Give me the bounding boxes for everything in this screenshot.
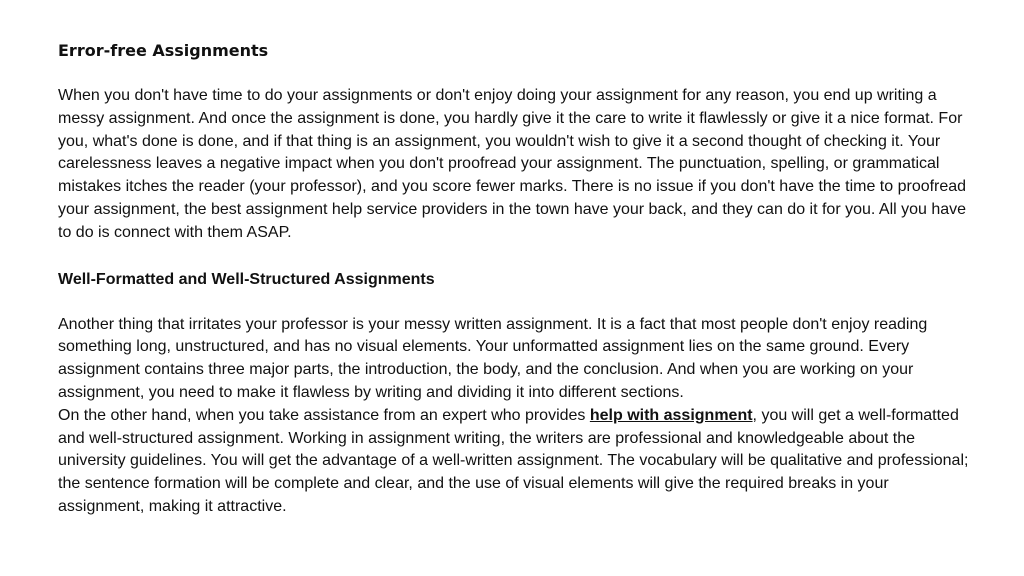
section-heading-error-free: Error-free Assignments [58, 41, 269, 60]
paragraph-text-after-link: , you will get a well-formatted and well-structured assignment. Working in assignment writing, the writers are professional and knowledgeable about the university guidelines. You will get the advantage of a well-written assignment. The vocabulary will be qualitative and professional; the sentence formation will be complete and clear, and the use of visual elements will give the required breaks in your assignment, making it attractive. [58, 406, 969, 515]
paragraph-well-formatted-1: Another thing that irritates your professor is your messy written assignment. It is a fact that most people don't enjoy reading something long, unstructured, and has no visual elements. Your unformatted assignment lies on the same ground. Every assignment contains three major parts, the introduction, the body, and the conclusion. And when you are working on your assignment, you need to make it flawless by writing and dividing it into different sections. [58, 315, 928, 401]
paragraph-error-free: When you don't have time to do your assignments or don't enjoy doing your assignment for any reason, you end up writing a messy assignment. And once the assignment is done, you hardly give it the care to write it flawlessly or give it a nice format. For you, what's done is done, and if that thing is an assignment, you wouldn't wish to give it a second thought of checking it. Your carelessness leaves a negative impact when you don't proofread your assignment. The punctuation, spelling, or grammatical mistakes itches the reader (your professor), and you score fewer marks. There is no issue if you don't have the time to proofread your assignment, the best assignment help service providers in the town have your back, and they can do it for you. All you have to do is connect with them ASAP. [58, 87, 967, 241]
section-heading-well-formatted: Well-Formatted and Well-Structured Assignments [58, 270, 435, 288]
document-body [58, 38, 970, 519]
help-with-assignment-link[interactable]: help with assignment [589, 406, 753, 424]
paragraph-text-before-link: On the other hand, when you take assistance from an expert who provides [58, 406, 590, 424]
paragraph-well-formatted-2 [58, 405, 970, 519]
